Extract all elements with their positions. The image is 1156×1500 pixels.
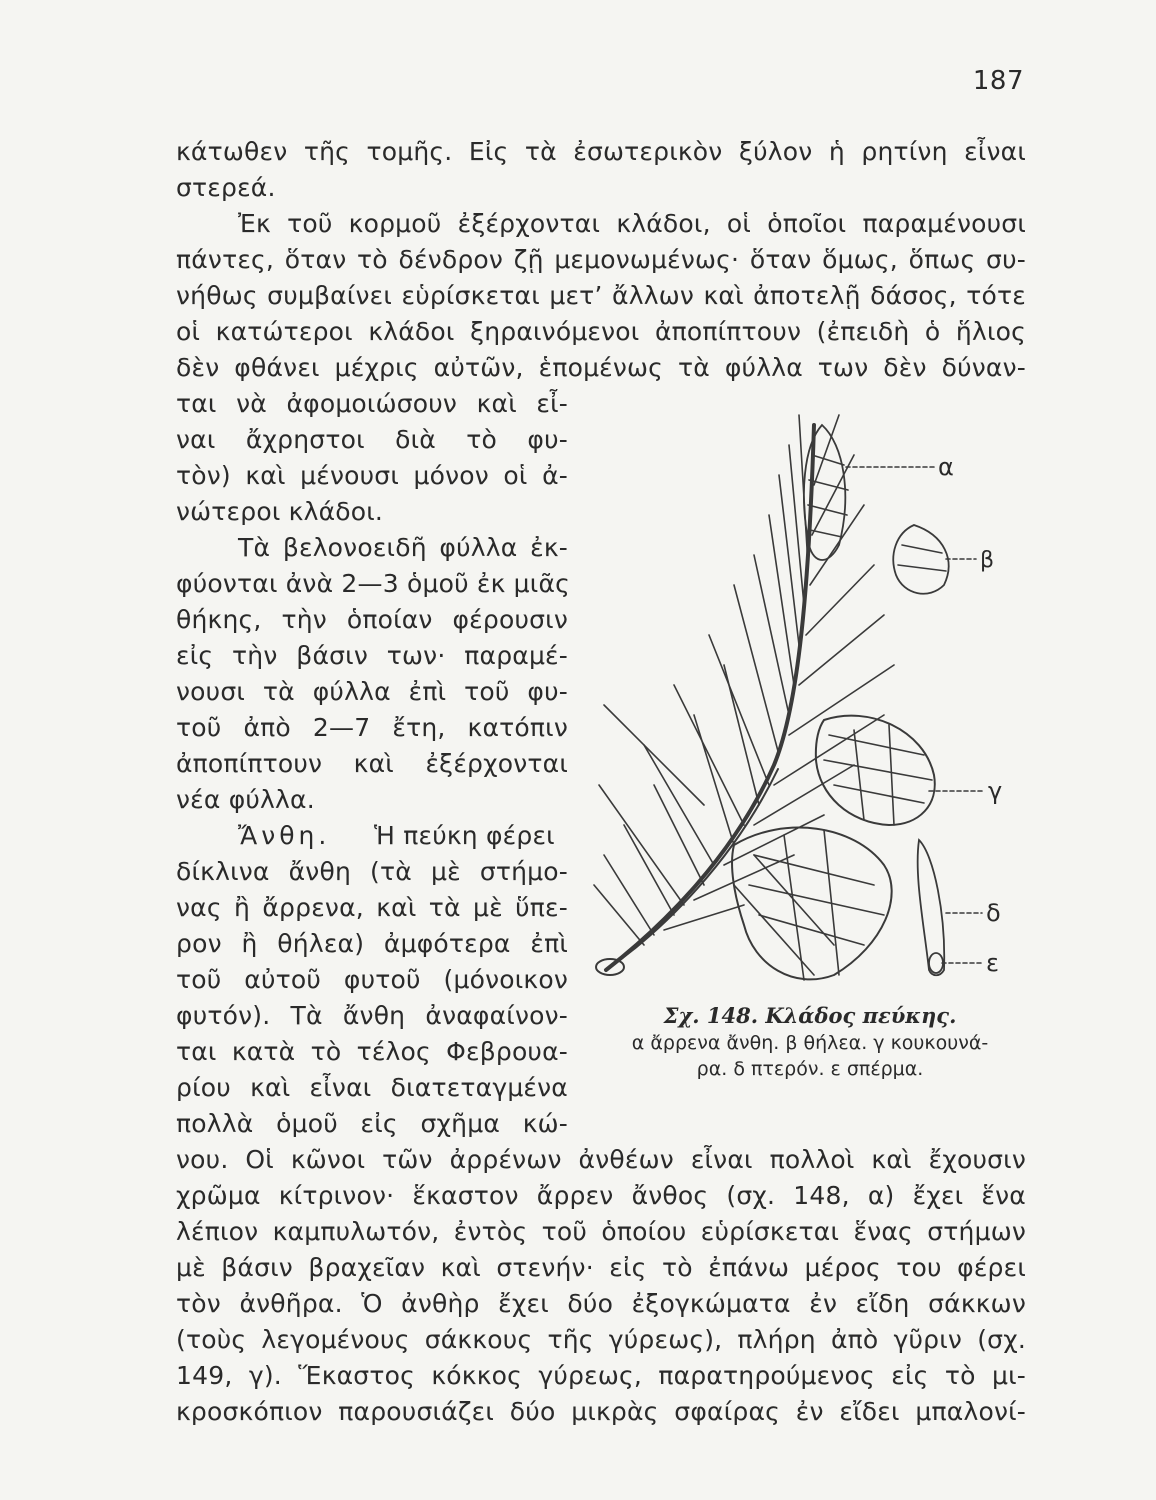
text-line: νώτεροι κλάδοι. xyxy=(176,497,384,526)
text-line: εἰς τὴν βάσιν των· παραμέ- xyxy=(176,641,568,670)
text-line: (τοὺς λεγομένους σάκκους τῆς γύρεως), πλήρη ἀπὸ γῦριν (σχ. xyxy=(176,1325,1026,1354)
text-line: νέα φύλλα. xyxy=(176,785,315,814)
text-line: τὸν) καὶ μένουσι μόνον οἱ ἀ- xyxy=(176,461,568,490)
text-line: πολλὰ ὁμοῦ εἰς σχῆμα κώ- xyxy=(176,1109,568,1138)
page-number: 187 xyxy=(972,66,1024,96)
text-line: τὸν ἀνθῆρα. Ὁ ἀνθὴρ ἔχει δύο ἐξογκώματα ἐν εἴδη σάκκων xyxy=(176,1289,1026,1318)
text-line: φυτόν). Τὰ ἄνθη ἀναφαίνον- xyxy=(176,1001,568,1030)
text-line: κάτωθεν τῆς τομῆς. Εἰς τὰ ἐσωτερικὸν ξύλον ἡ ρητίνη εἶναι xyxy=(176,137,1026,166)
text-line: θήκης, τὴν ὁποίαν φέρουσιν xyxy=(176,605,568,634)
text-line: ναι ἄχρηστοι διὰ τὸ φυ- xyxy=(176,425,568,454)
text-line: ρον ἢ θήλεα) ἀμφότερα ἐπὶ xyxy=(176,929,568,958)
text-line: οἱ κατώτεροι κλάδοι ξηραινόμενοι ἀποπίπτουν (ἐπειδὴ ὁ ἥλιος xyxy=(176,317,1026,346)
pine-branch-figure xyxy=(584,385,1034,995)
text-line: πάντες, ὅταν τὸ δένδρον ζῇ μεμονωμένως· ὅταν ὅμως, ὅπως συ- xyxy=(176,245,1026,274)
figure-caption xyxy=(575,1002,1045,1082)
section-heading: Ἄνθη. xyxy=(238,821,331,850)
figure-label-epsilon: ε xyxy=(986,949,999,977)
figure-label-gamma: γ xyxy=(988,777,1003,805)
text-line: ἀποπίπτουν καὶ ἐξέρχονται xyxy=(176,749,568,778)
text-line: ται κατὰ τὸ τέλος Φεβρουα- xyxy=(176,1037,568,1066)
text-line: κροσκόπιον παρουσιάζει δύο μικρὰς σφαίρας ἐν εἴδει μπαλονί- xyxy=(176,1397,1026,1426)
figure-caption-line: α ἄρρενα ἄνθη. β θήλεα. γ κουκουνά- xyxy=(631,1032,989,1054)
text-line: φύονται ἀνὰ 2—3 ὁμοῦ ἐκ μιᾶς xyxy=(176,569,571,598)
text-line: Τὰ βελονοειδῆ φύλλα ἐκ- xyxy=(238,533,568,562)
text-line: Ἐκ τοῦ κορμοῦ ἐξέρχονται κλάδοι, οἱ ὁποῖοι παραμένουσι xyxy=(238,209,1026,238)
figure-label-delta: δ xyxy=(986,899,1001,927)
text-line: ται νὰ ἀφομοιώσουν καὶ εἶ- xyxy=(176,389,568,418)
text-line: Ἡ πεύκη φέρει xyxy=(374,821,555,850)
text-line: νήθως συμβαίνει εὑρίσκεται μετ’ ἄλλων καὶ ἀποτελῇ δάσος, τότε xyxy=(176,281,1026,310)
text-line: τοῦ αὐτοῦ φυτοῦ (μόνοικον xyxy=(176,965,568,994)
text-line: ρίου καὶ εἶναι διατεταγμένα xyxy=(176,1073,568,1102)
text-line: 149, γ). Ἕκαστος κόκκος γύρεως, παρατηρούμενος εἰς τὸ μι- xyxy=(176,1361,1026,1390)
text-line: δίκλινα ἄνθη (τὰ μὲ στήμο- xyxy=(176,857,568,886)
text-line: χρῶμα κίτρινον· ἕκαστον ἄρρεν ἄνθος (σχ. 148, α) ἔχει ἕνα xyxy=(176,1181,1026,1210)
text-line: νουσι τὰ φύλλα ἐπὶ τοῦ φυ- xyxy=(176,677,568,706)
text-line: νου. Οἱ κῶνοι τῶν ἀρρένων ἀνθέων εἶναι πολλοὶ καὶ ἔχουσιν xyxy=(176,1145,1026,1174)
figure-title: Σχ. 148. Κλάδος πεύκης. xyxy=(663,1003,957,1028)
text-line: τοῦ ἀπὸ 2—7 ἔτη, κατόπιν xyxy=(176,713,568,742)
text-line: στερεά. xyxy=(176,173,276,202)
figure-label-alpha: α xyxy=(938,453,954,481)
figure-label-beta: β xyxy=(980,548,995,573)
figure-caption-line: ρα. δ πτερόν. ε σπέρμα. xyxy=(696,1058,924,1080)
text-line: δὲν φθάνει μέχρις αὐτῶν, ἑπομένως τὰ φύλλα των δὲν δύναν- xyxy=(176,353,1026,382)
pine-branch-drawing xyxy=(584,385,1034,995)
text-line: μὲ βάσιν βραχεῖαν καὶ στενήν· εἰς τὸ ἐπάνω μέρος του φέρει xyxy=(176,1253,1026,1282)
text-line: λέπιον καμπυλωτόν, ἐντὸς τοῦ ὁποίου εὑρίσκεται ἕνας στήμων xyxy=(176,1217,1026,1246)
text-line: νας ἢ ἄρρενα, καὶ τὰ μὲ ὕπε- xyxy=(176,893,568,922)
